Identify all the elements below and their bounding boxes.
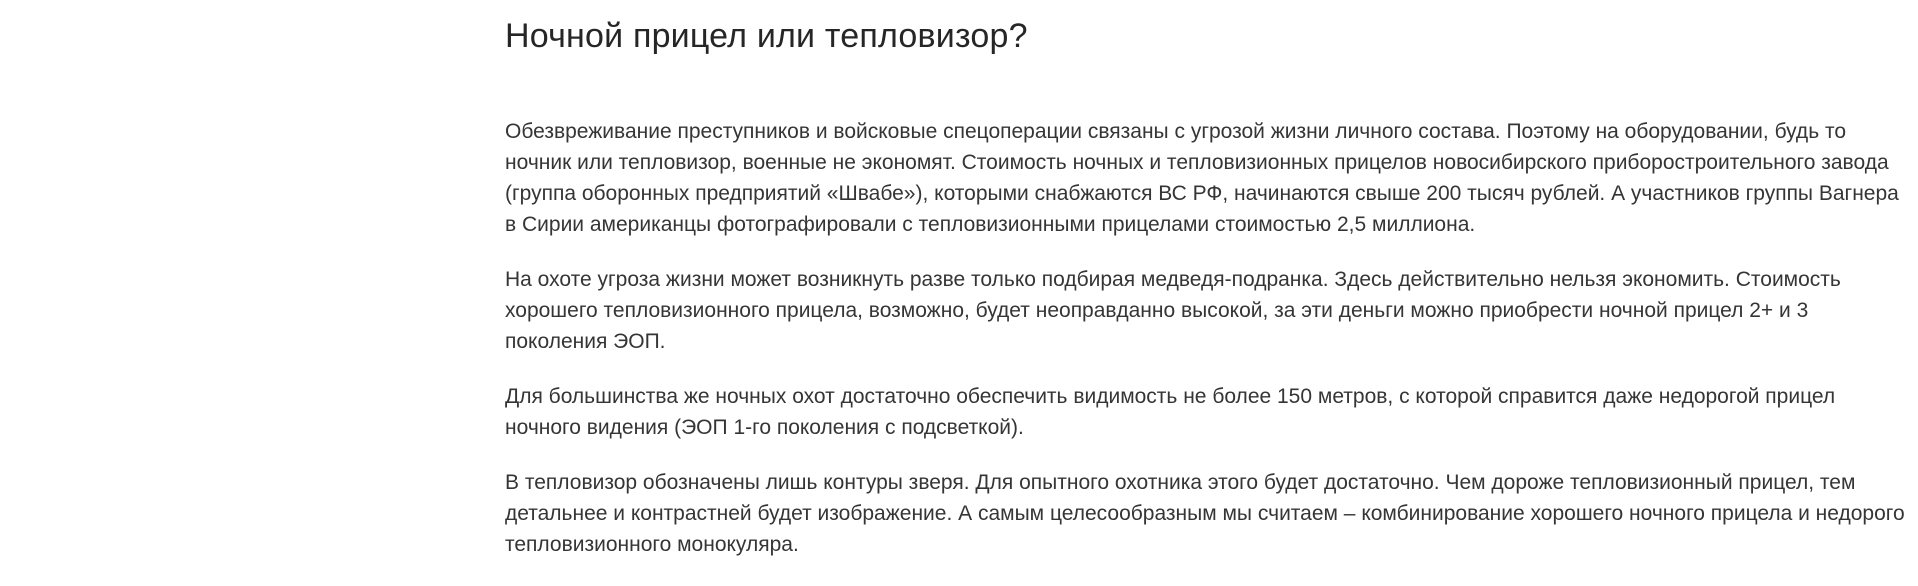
article <box>505 14 1910 560</box>
article-paragraph-3: Для большинства же ночных охот достаточно обеспечить видимость не более 150 метров, с которой справится даже недорогой прицел ночного видения (ЭОП 1-го поколения с подсветкой). <box>505 385 1836 439</box>
article-paragraph-1: Обезвреживание преступников и войсковые спецоперации связаны с угрозой жизни личного состава. Поэтому на оборудовании, будь то ночник или тепловизор, военные не экономят. Стоимость ночных и тепловизионных прицелов новосибирского приборостроительного завода (группа оборонных предприятий «Швабе»), которыми снабжаются ВС РФ, начинаются свыше 200 тысяч рублей. А участников группы Вагнера в Сирии американцы фотографировали с тепловизионными прицелами стоимостью 2,5 миллиона. <box>505 120 1899 236</box>
article-title: Ночной прицел или тепловизор? <box>505 17 1028 55</box>
article-body <box>505 116 1910 560</box>
article-paragraph-2: На охоте угроза жизни может возникнуть разве только подбирая медведя-подранка. Здесь действительно нельзя экономить. Стоимость хорошего тепловизионного прицела, возможно, будет неоправданно высокой, за эти деньги можно приобрести ночной прицел 2+ и 3 поколения ЭОП. <box>505 268 1841 353</box>
article-paragraph-4: В тепловизор обозначены лишь контуры зверя. Для опытного охотника этого будет достаточно. Чем дороже тепловизионный прицел, тем детальнее и контрастней будет изображение. А самым целесообразным мы считаем – комбинирование хорошего ночного прицела и недорого тепловизионного монокуляра. <box>505 471 1905 556</box>
